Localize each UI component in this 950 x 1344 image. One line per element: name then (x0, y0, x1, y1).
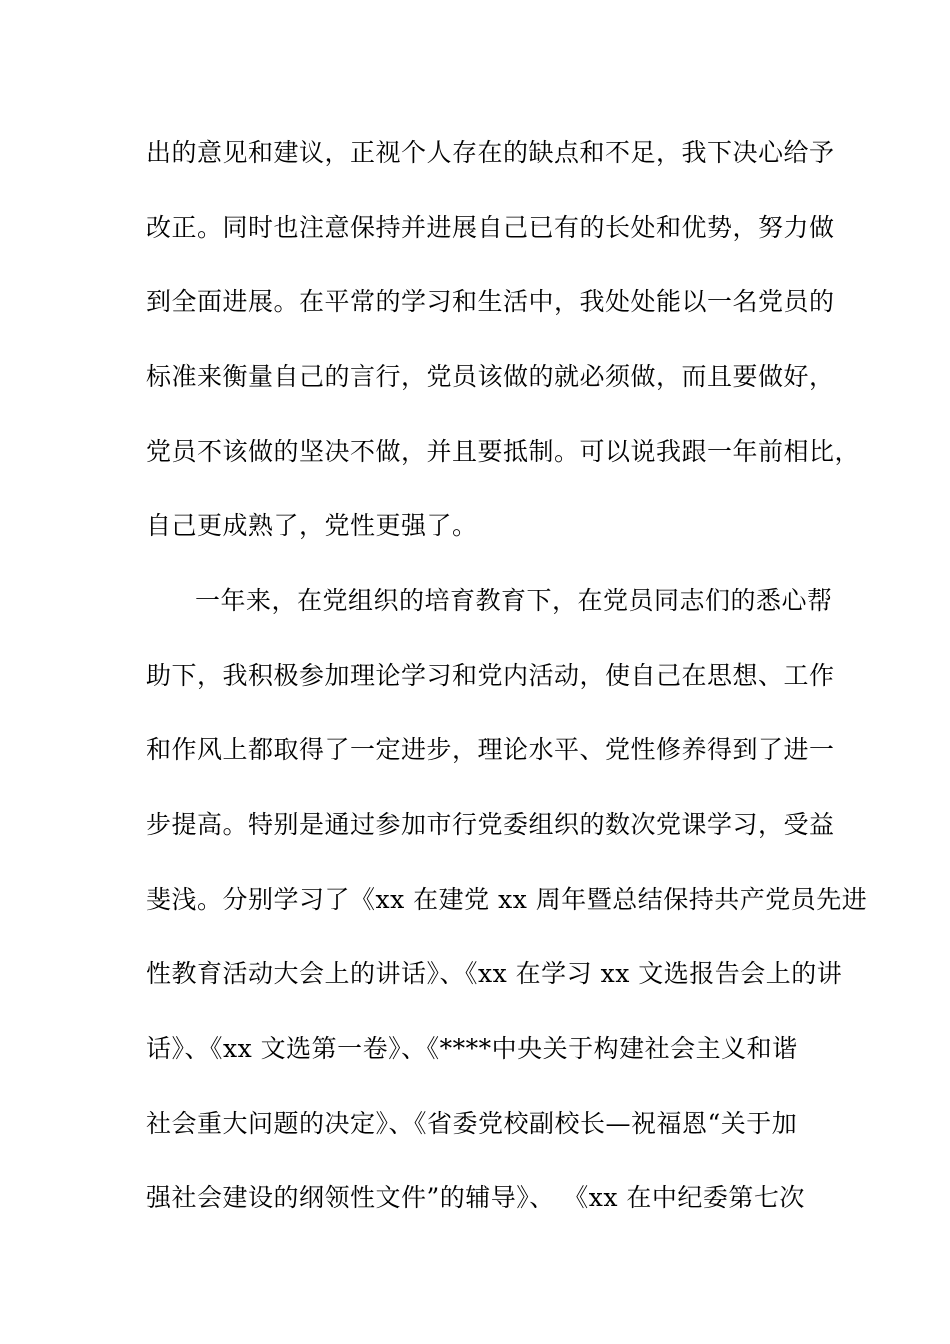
text-line: 到全面进展。在平常的学习和生活中，我处处能以一名党员的 (146, 287, 835, 316)
text-line: 步提高。特别是通过参加市行党委组织的数次党课学习，受益 (146, 810, 835, 839)
text-line: 自己更成熟了，党性更强了。 (146, 511, 478, 540)
text-line: 强社会建设的纲领性文件”的辅导》、 《xx 在中纪委第七次 (146, 1183, 805, 1212)
text-line: 标准来衡量自己的言行，党员该做的就必须做，而且要做好， (146, 362, 835, 391)
paragraph-first-line: 一年来，在党组织的培育教育下，在党员同志们的悉心帮 (195, 586, 833, 615)
text-line: 改正。同时也注意保持并进展自己已有的长处和优势，努力做 (146, 213, 835, 242)
text-line: 话》、《xx 文选第一卷》、《****中央关于构建社会主义和谐 (146, 1034, 798, 1063)
text-line: 性教育活动大会上的讲话》、《xx 在学习 xx 文选报告会上的讲 (146, 959, 843, 988)
text-line: 斐浅。分别学习了《xx 在建党 xx 周年暨总结保持共产党员先进 (146, 885, 868, 914)
text-line: 和作风上都取得了一定进步，理论水平、党性修养得到了进一 (146, 735, 835, 764)
text-line: 社会重大问题的决定》、《省委党校副校长—祝福恩“关于加 (146, 1109, 798, 1138)
text-line: 出的意见和建议，正视个人存在的缺点和不足，我下决心给予 (146, 138, 835, 167)
text-line: 助下，我积极参加理论学习和党内活动，使自己在思想、工作 (146, 661, 835, 690)
text-line: 党员不该做的坚决不做，并且要抵制。可以说我跟一年前相比， (146, 437, 861, 466)
